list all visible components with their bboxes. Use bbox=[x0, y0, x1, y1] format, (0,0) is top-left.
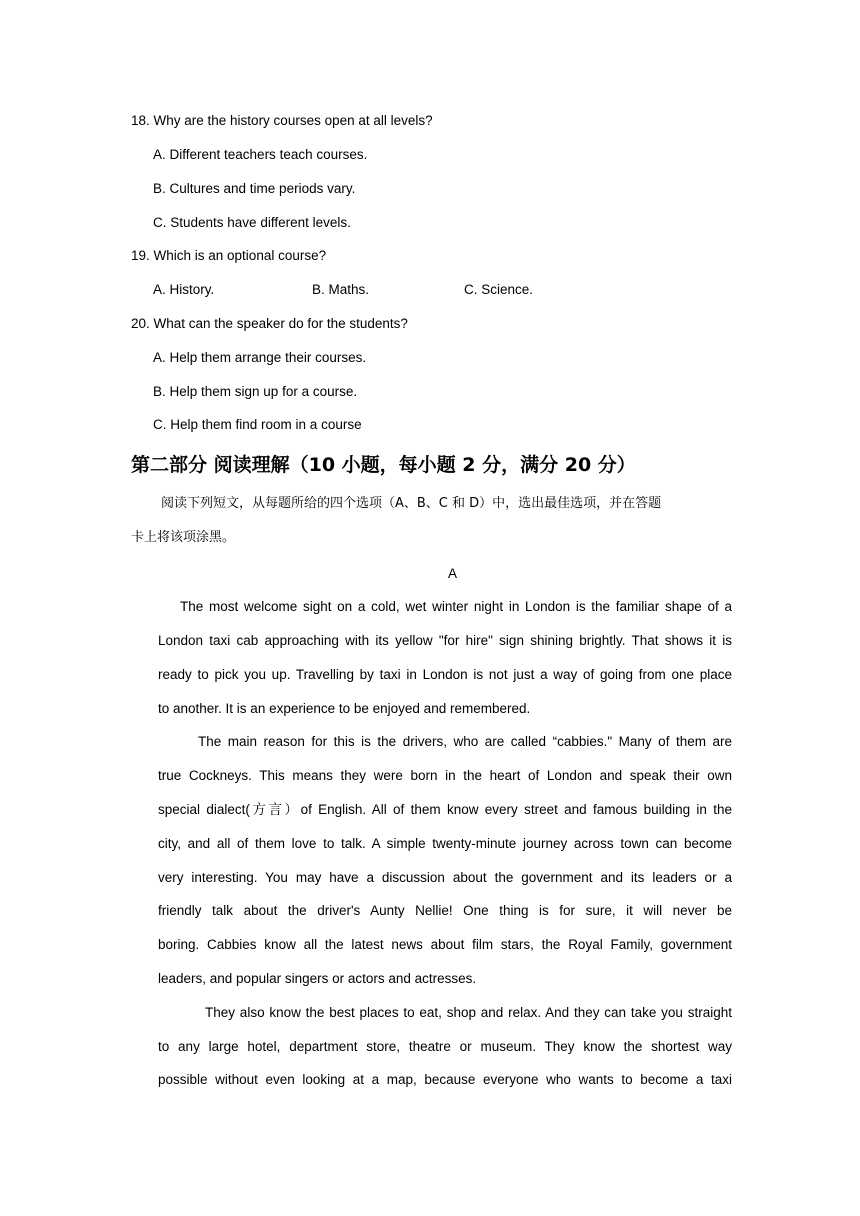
question-19-option-a: A. History. bbox=[153, 282, 215, 297]
question-18-stem: 18. Why are the history courses open at all levels? bbox=[131, 113, 433, 128]
question-20-option-a: A. Help them arrange their courses. bbox=[153, 350, 367, 365]
section-instruction-line-2: 卡上将该项涂黑。 bbox=[131, 530, 236, 545]
passage-line: leaders, and popular singers or actors and actresses. bbox=[158, 971, 477, 986]
passage-line: city, and all of them love to talk. A simple twenty-minute journey across town can become bbox=[158, 836, 732, 851]
passage-line: They also know the best places to eat, shop and relax. And they can take you straight bbox=[205, 1005, 732, 1020]
passage-line: The most welcome sight on a cold, wet winter night in London is the familiar shape of a bbox=[180, 599, 732, 614]
passage-line: ready to pick you up. Travelling by taxi in London is not just a way of going from one place bbox=[158, 667, 732, 682]
passage-line: special dialect(方言）of English. All of them know every street and famous building in the bbox=[158, 802, 732, 817]
passage-line: friendly talk about the driver's Aunty Nellie! One thing is for sure, it will never be bbox=[158, 903, 732, 918]
passage-line: to any large hotel, department store, theatre or museum. They know the shortest way bbox=[158, 1039, 732, 1054]
passage-line: very interesting. You may have a discussion about the government and its leaders or a bbox=[158, 870, 732, 885]
passage-title: A bbox=[447, 566, 457, 581]
question-18-option-b: B. Cultures and time periods vary. bbox=[153, 181, 356, 196]
question-20-stem: 20. What can the speaker do for the students? bbox=[131, 316, 408, 331]
question-19-stem: 19. Which is an optional course? bbox=[131, 248, 327, 263]
question-19-option-c: C. Science. bbox=[464, 282, 534, 297]
question-18-option-c: C. Students have different levels. bbox=[153, 215, 351, 230]
passage-line: boring. Cabbies know all the latest news about film stars, the Royal Family, government bbox=[158, 937, 732, 952]
passage-line: true Cockneys. This means they were born in the heart of London and speak their own bbox=[158, 768, 732, 783]
section-heading: 第二部分 阅读理解（10 小题，每小题 2 分，满分 20 分） bbox=[131, 454, 636, 476]
question-18-option-a: A. Different teachers teach courses. bbox=[153, 147, 368, 162]
question-20-option-b: B. Help them sign up for a course. bbox=[153, 384, 358, 399]
passage-line: The main reason for this is the drivers, who are called “cabbies." Many of them are bbox=[198, 734, 732, 749]
question-20-option-c: C. Help them find room in a course bbox=[153, 417, 362, 432]
question-19-options-row bbox=[0, 280, 860, 300]
passage-line: to another. It is an experience to be enjoyed and remembered. bbox=[158, 701, 531, 716]
passage-line: London taxi cab approaching with its yellow "for hire" sign shining brightly. That shows it is bbox=[158, 633, 732, 648]
passage-line: possible without even looking at a map, because everyone who wants to become a taxi bbox=[158, 1072, 732, 1087]
section-instruction-line-1: 阅读下列短文，从每题所给的四个选项（A、B、C 和 D）中，选出最佳选项，并在答题 bbox=[161, 496, 662, 511]
question-19-option-b: B. Maths. bbox=[312, 282, 370, 297]
